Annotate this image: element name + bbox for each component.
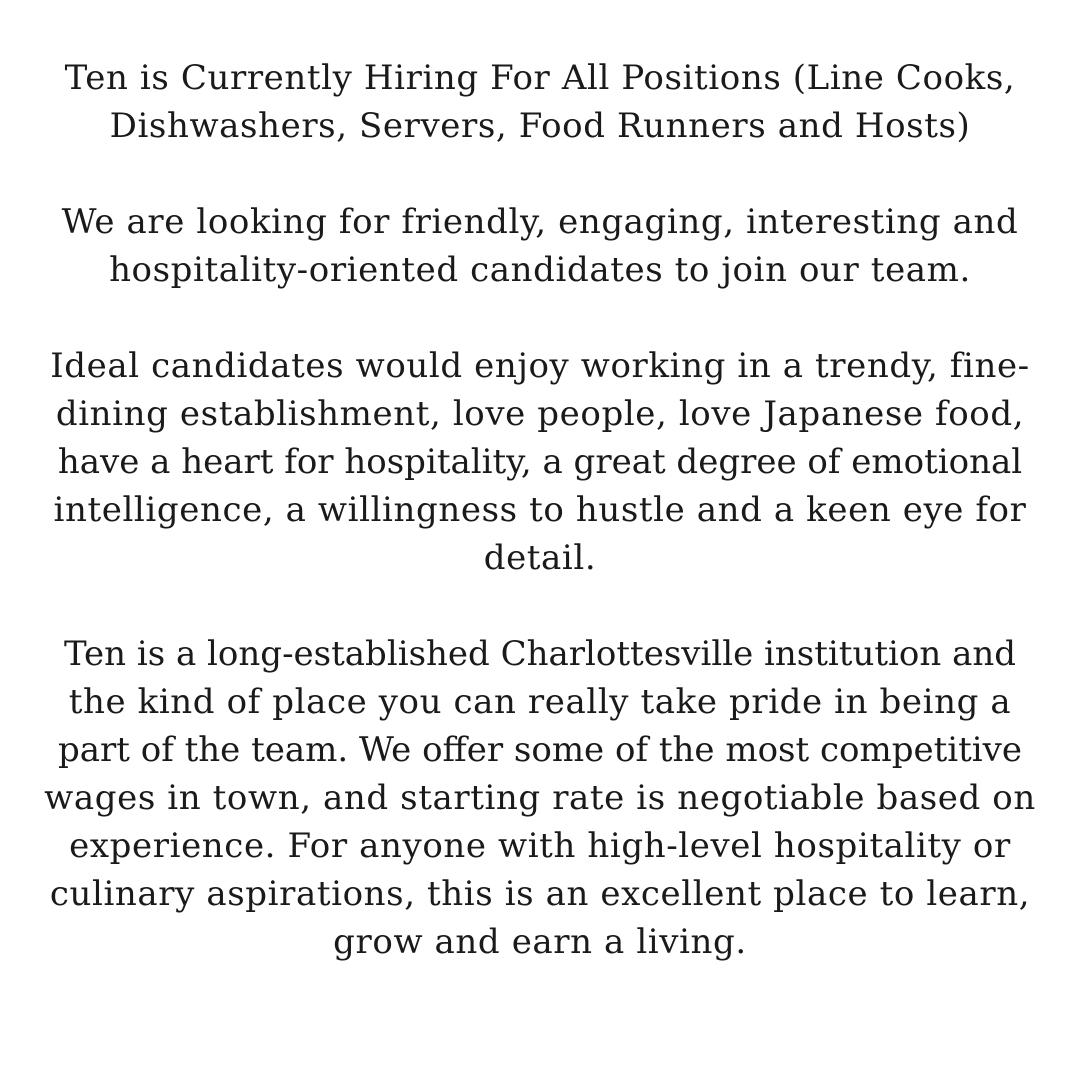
text-line: have a heart for hospitality, a great degree of emotional [57, 442, 1023, 482]
paragraph-positions [8, 54, 1072, 150]
text-line: culinary aspirations, this is an excellent place to learn, [49, 874, 1031, 914]
text-line: Ideal candidates would enjoy working in a trendy, fine- [50, 346, 1030, 386]
paragraph-ideal-candidates [8, 342, 1072, 582]
text-line: grow and earn a living. [333, 922, 747, 962]
text-line: the kind of place you can really take pride in being a [68, 682, 1012, 722]
paragraph-looking-for [8, 198, 1072, 294]
text-line: experience. For anyone with high-level hospitality or [69, 826, 1011, 866]
text-line: part of the team. We offer some of the most competitive [57, 730, 1023, 770]
text-line: We are looking for friendly, engaging, interesting and [61, 202, 1019, 242]
text-line: detail. [483, 538, 597, 578]
text-line: Dishwashers, Servers, Food Runners and Hosts) [109, 106, 971, 146]
text-line: hospitality-oriented candidates to join our team. [109, 250, 971, 290]
post-body [8, 54, 1072, 1014]
text-line: intelligence, a willingness to hustle and a keen eye for [53, 490, 1027, 530]
text-line: Ten is Currently Hiring For All Positions (Line Cooks, [64, 58, 1016, 98]
text-line: Ten is a long-established Charlottesville institution and [63, 634, 1017, 674]
text-line: dining establishment, love people, love Japanese food, [55, 394, 1025, 434]
text-line: wages in town, and starting rate is negotiable based on [44, 778, 1036, 818]
paragraph-about-ten [8, 630, 1072, 966]
